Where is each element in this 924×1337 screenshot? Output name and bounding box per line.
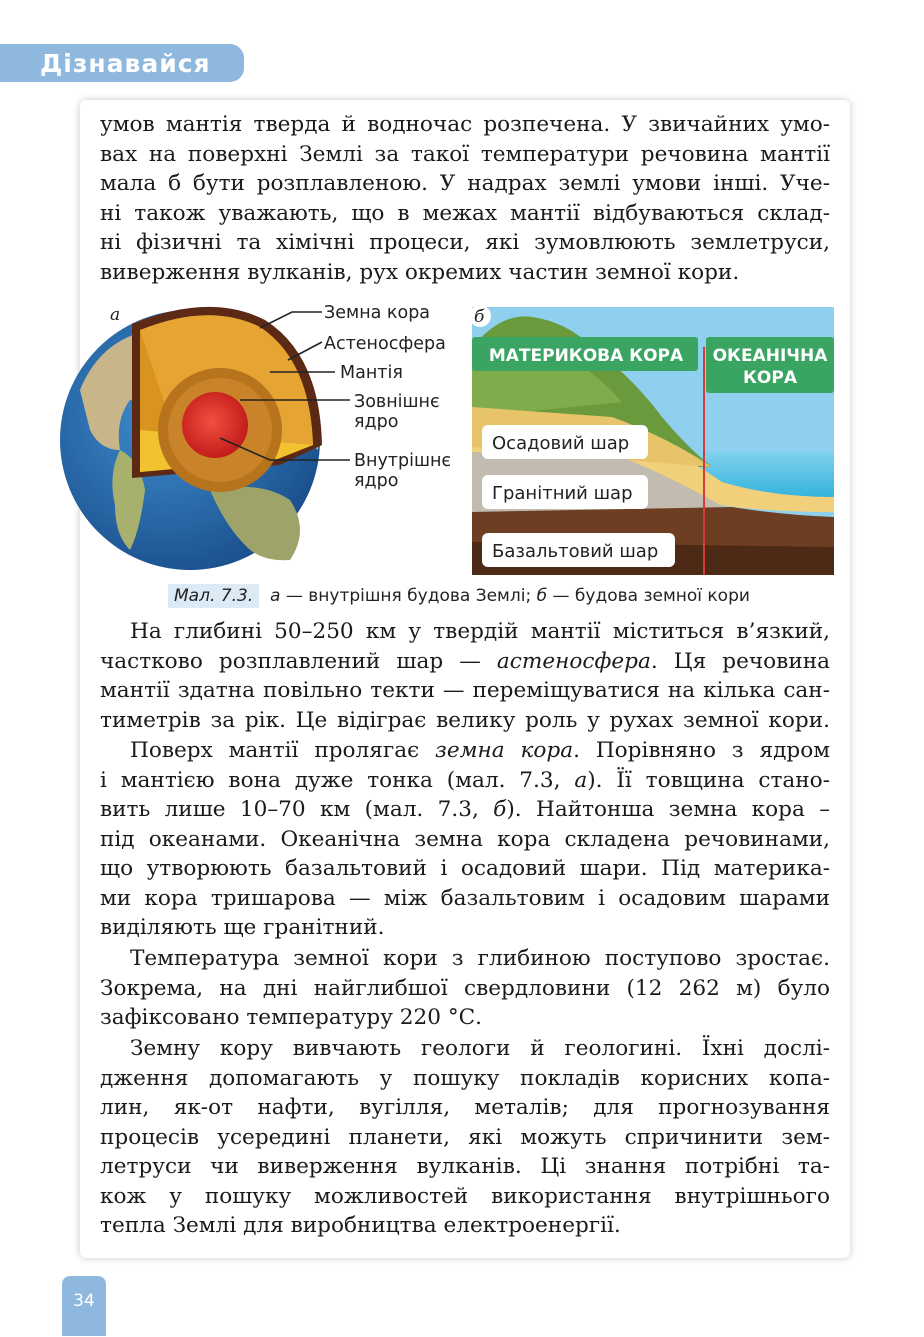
intro-paragraph (100, 110, 830, 287)
label-earth-crust: Земна кора (324, 303, 431, 323)
text-line: летруси чи виверження вулканів. Ці знання потрібні та- (100, 1154, 830, 1179)
text-line: вить лише 10–70 км (мал. 7.3, б). Найтонша земна кора – (100, 797, 830, 822)
label-outer-core-1: Зовнішнє (354, 392, 440, 412)
page-number: 34 (62, 1276, 106, 1336)
text-line: і мантією вона дуже тонка (мал. 7.3, а). Її товщина стано- (100, 767, 830, 793)
figure-7-3 (60, 300, 840, 580)
text-line: тепла Землі для виробництва електроенергії. (100, 1213, 621, 1238)
label-continental-crust: МАТЕРИКОВА КОРА (488, 346, 684, 366)
figure-a-letter: а (110, 305, 121, 325)
text-line: мантії здатна повільно текти — переміщуватися на кілька сан- (100, 678, 830, 703)
text-line: зафіксовано температуру 220 °С. (100, 1005, 483, 1030)
text-line: вах на поверхні Землі за такої температури речовина мантії (100, 141, 830, 167)
crust-diagram (469, 305, 834, 575)
label-outer-core-2: ядро (354, 412, 399, 432)
paragraph-geologists (100, 1034, 830, 1241)
text-line: На глибині 50–250 км у твердій мантії міститься в’язкий, (130, 619, 830, 644)
figure-caption (168, 583, 750, 609)
text-line: ні також уважають, що в межах мантії відбуваються склад- (100, 200, 830, 226)
text-line: кож у пошуку можливостей використання внутрішнього (100, 1183, 830, 1209)
caption-b-text: — будова земної кори (547, 586, 750, 606)
text-line: умов мантія тверда й водночас розпечена. У звичайних умо- (100, 112, 830, 137)
caption-b-letter: б (536, 586, 548, 606)
caption-a-letter: а (270, 586, 281, 606)
figure-b-letter: б (474, 307, 485, 327)
text-line: виділяють ще гранітний. (100, 915, 385, 940)
label-inner-core-2: ядро (354, 471, 399, 491)
text-line: частково розплавлений шар — астеносфера. Ця речовина (100, 648, 830, 674)
label-basalt-layer: Базальтовий шар (492, 541, 659, 562)
text-line: дження допомагають у пошуку покладів корисних копа- (100, 1065, 830, 1091)
text-line: виверження вулканів, рух окремих частин земної кори. (100, 259, 740, 285)
caption-tag: Мал. 7.3. (168, 584, 259, 608)
label-inner-core-1: Внутрішнє (354, 451, 452, 471)
text-line: лин, як-от нафти, вугілля, металів; для прогнозування (100, 1095, 830, 1120)
label-oceanic-crust-1: ОКЕАНІЧНА (712, 346, 828, 366)
label-oceanic-crust-2: КОРА (743, 368, 797, 388)
section-header-title: Дізнавайся (40, 49, 211, 78)
text-line: мала б бути розплавленою. У надрах землі умови інші. Уче- (100, 171, 830, 196)
caption-a-text: — внутрішня будова Землі; (280, 586, 537, 606)
text-line: ми кора тришарова — між базальтовим і осадовим шарами (100, 885, 830, 911)
text-line: Земну кору вивчають геологи й геологині. Їхні дослі- (130, 1036, 830, 1061)
paragraph-temperature (100, 944, 830, 1033)
text-line: що утворюють базальтовий і осадовий шари. Під материка- (100, 856, 830, 881)
label-asthenosphere: Астеносфера (324, 334, 446, 354)
label-granite-layer: Гранітний шар (492, 483, 633, 504)
text-line: ні фізичні та хімічні процеси, які зумовлюють землетруси, (100, 230, 830, 255)
text-line: Поверх мантії пролягає земна кора. Порівняно з ядром (130, 738, 830, 763)
label-sediment-layer: Осадовий шар (492, 433, 630, 454)
text-line: процесів усередині планети, які можуть спричинити зем- (100, 1124, 830, 1150)
text-line: під океанами. Океанічна земна кора складена речовинами, (100, 826, 830, 852)
paragraph-asthenosphere (100, 617, 830, 735)
label-mantle: Мантія (340, 363, 403, 383)
text-line: тиметрів за рік. Це відіграє велику роль у рухах земної кори. (100, 707, 830, 733)
text-line: Зокрема, на дні найглибшої свердловини (12 262 м) було (100, 975, 830, 1001)
text-line: Температура земної кори з глибиною поступово зростає. (130, 946, 830, 971)
paragraph-earth-crust (100, 736, 830, 943)
